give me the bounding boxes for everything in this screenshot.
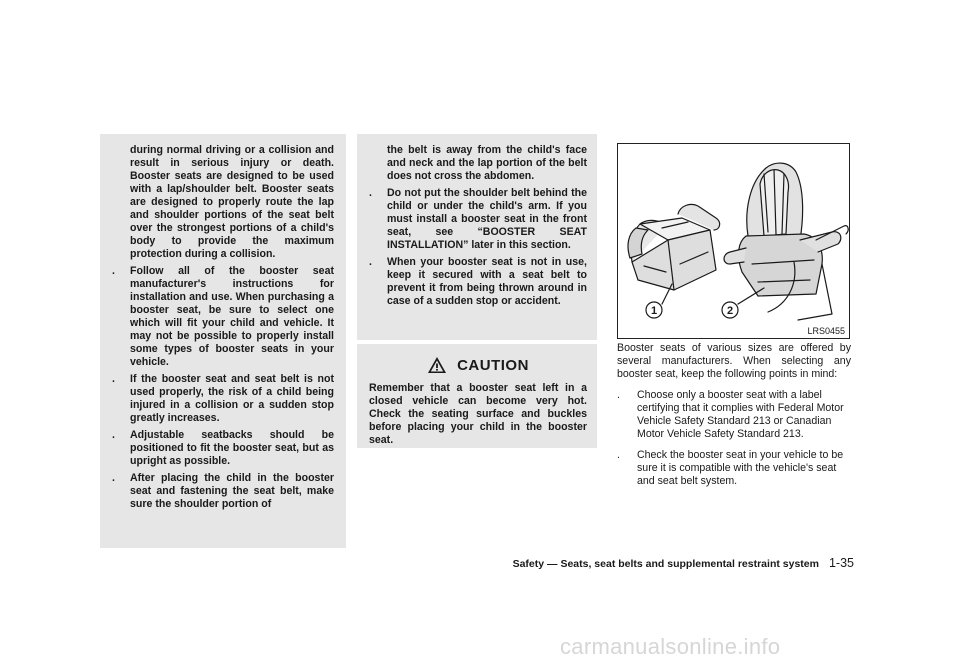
- bullet-mark: .: [112, 265, 115, 277]
- list-item: [369, 256, 587, 308]
- svg-text:1: 1: [650, 305, 658, 317]
- list-item-text: Check the booster seat in your vehicle to be sure it is compatible with the vehicle's seat and seat belt system.: [637, 449, 844, 487]
- list-item-text: Choose only a booster seat with a label certifying that it complies with Federal Motor Vehicle Safety Standard 213 or Canadian Motor Vehicle Safety Standard 213.: [637, 389, 844, 440]
- warning-continuation-box-2: [357, 134, 597, 340]
- page-footer: [440, 556, 854, 570]
- list-item: [112, 265, 334, 369]
- list-item: [112, 472, 334, 511]
- page-number: 1-35: [828, 556, 854, 570]
- watermark-text: carmanualsonline.info: [560, 634, 781, 659]
- list-item: [112, 429, 334, 468]
- warning-intro-text: the belt is away from the child's face and neck and the lap portion of the belt does not cross the abdomen.: [387, 144, 587, 182]
- list-item: [369, 187, 587, 252]
- caution-box: [357, 344, 597, 448]
- section-title: Safety — Seats, seat belts and supplemental restraint system: [512, 558, 819, 570]
- bullet-mark: .: [617, 449, 620, 461]
- list-item-text: Adjustable seatbacks should be positioned to fit the booster seat, but as upright as possible.: [130, 429, 334, 467]
- bullet-mark: .: [112, 373, 115, 385]
- bullet-mark: .: [617, 389, 620, 401]
- list-item-text: After placing the child in the booster seat and fastening the seat belt, make sure the shoulder portion of: [130, 472, 334, 510]
- svg-text:2: 2: [726, 305, 734, 317]
- list-item: [112, 373, 334, 425]
- bullet-mark: .: [369, 256, 372, 268]
- list-item-text: When your booster seat is not in use, keep it secured with a seat belt to prevent it from being thrown around in case of a sudden stop or accident.: [387, 256, 587, 307]
- list-item: [617, 389, 851, 441]
- list-item: [617, 449, 851, 488]
- list-item-text: Follow all of the booster seat manufacturer's instructions for installation and use. When purchasing a booster seat, be sure to select one which will fit your child and vehicle. It may not be possible to properly install some types of booster seats in your vehicle.: [130, 265, 334, 368]
- bullet-mark: .: [369, 187, 372, 199]
- bullet-mark: .: [112, 429, 115, 441]
- figure-code: LRS0455: [807, 326, 845, 336]
- callout-1: [646, 302, 662, 318]
- warning-continuation-box: [100, 134, 346, 548]
- caution-header: [369, 352, 587, 378]
- warning-intro-text: during normal driving or a collision and result in serious injury or death. Booster seats are designed to be used with a lap/shoulder belt. Booster seats are designed to properly route the lap and shoulder portions of the seat belt over the strongest portions of a child's body to provide the maximum protection during a collision.: [130, 144, 334, 260]
- callout-2: [722, 302, 738, 318]
- booster-seat-figure: [617, 143, 850, 339]
- booster-info-section: [617, 342, 851, 488]
- bullet-mark: .: [112, 472, 115, 484]
- list-item-text: Do not put the shoulder belt behind the child or under the child's arm. If you must install a booster seat in the front seat, see “BOOSTER SEAT INSTALLATION” later in this section.: [387, 187, 587, 251]
- caution-text: Remember that a booster seat left in a closed vehicle can become very hot. Check the seating surface and buckles before placing your child in the booster seat.: [369, 382, 587, 446]
- list-item-text: If the booster seat and seat belt is not used properly, the risk of a child being injured in a collision or a sudden stop greatly increases.: [130, 373, 334, 424]
- warning-triangle-icon: [427, 356, 447, 374]
- booster-info-intro: Booster seats of various sizes are offered by several manufacturers. When selecting any booster seat, keep the following points in mind:: [617, 342, 851, 380]
- booster-seat-illustration: [618, 144, 851, 340]
- caution-title: CAUTION: [457, 356, 529, 374]
